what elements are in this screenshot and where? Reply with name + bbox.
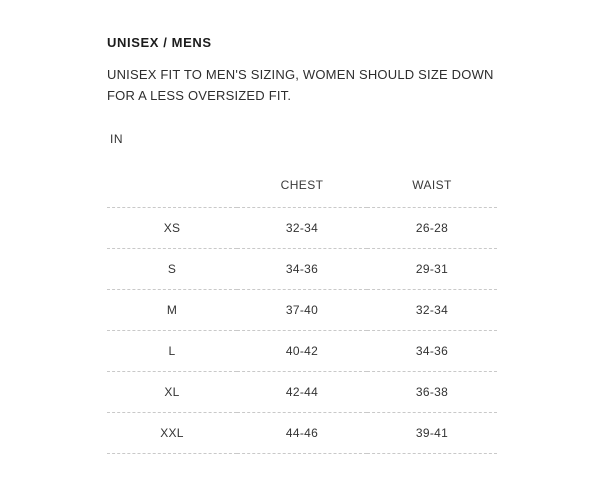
chest-cell: 44-46	[285, 426, 319, 440]
table-row-m	[107, 290, 497, 331]
size-table-header	[107, 178, 497, 208]
unit-toggle-inches[interactable]: IN	[110, 132, 123, 146]
waist-cell: 26-28	[415, 221, 449, 235]
waist-cell: 29-31	[415, 262, 449, 276]
size-cell: S	[167, 262, 177, 276]
size-cell: L	[168, 344, 176, 358]
table-row-xs	[107, 208, 497, 249]
chest-cell: 40-42	[285, 344, 319, 358]
page-title: UNISEX / MENS	[107, 35, 212, 50]
col-header-waist: WAIST	[412, 178, 452, 192]
size-cell: XS	[163, 221, 181, 235]
table-row-l	[107, 331, 497, 372]
chest-cell: 37-40	[285, 303, 319, 317]
waist-cell: 36-38	[415, 385, 449, 399]
waist-cell: 39-41	[415, 426, 449, 440]
table-row-xl	[107, 372, 497, 413]
size-cell: M	[166, 303, 178, 317]
chest-cell: 34-36	[285, 262, 319, 276]
col-header-chest: CHEST	[280, 178, 324, 192]
waist-cell: 34-36	[415, 344, 449, 358]
size-table	[107, 178, 497, 454]
waist-cell: 32-34	[415, 303, 449, 317]
chest-cell: 42-44	[285, 385, 319, 399]
size-cell: XXL	[160, 426, 184, 440]
chest-cell: 32-34	[285, 221, 319, 235]
fit-description: UNISEX FIT TO MEN'S SIZING, WOMEN SHOULD SIZE DOWN FOR A LESS OVERSIZED FIT.	[107, 67, 494, 103]
header-row	[107, 178, 497, 208]
table-row-xxl	[107, 413, 497, 454]
size-table-body	[107, 208, 497, 454]
table-row-s	[107, 249, 497, 290]
size-cell: XL	[164, 385, 180, 399]
col-header-size	[107, 178, 237, 208]
